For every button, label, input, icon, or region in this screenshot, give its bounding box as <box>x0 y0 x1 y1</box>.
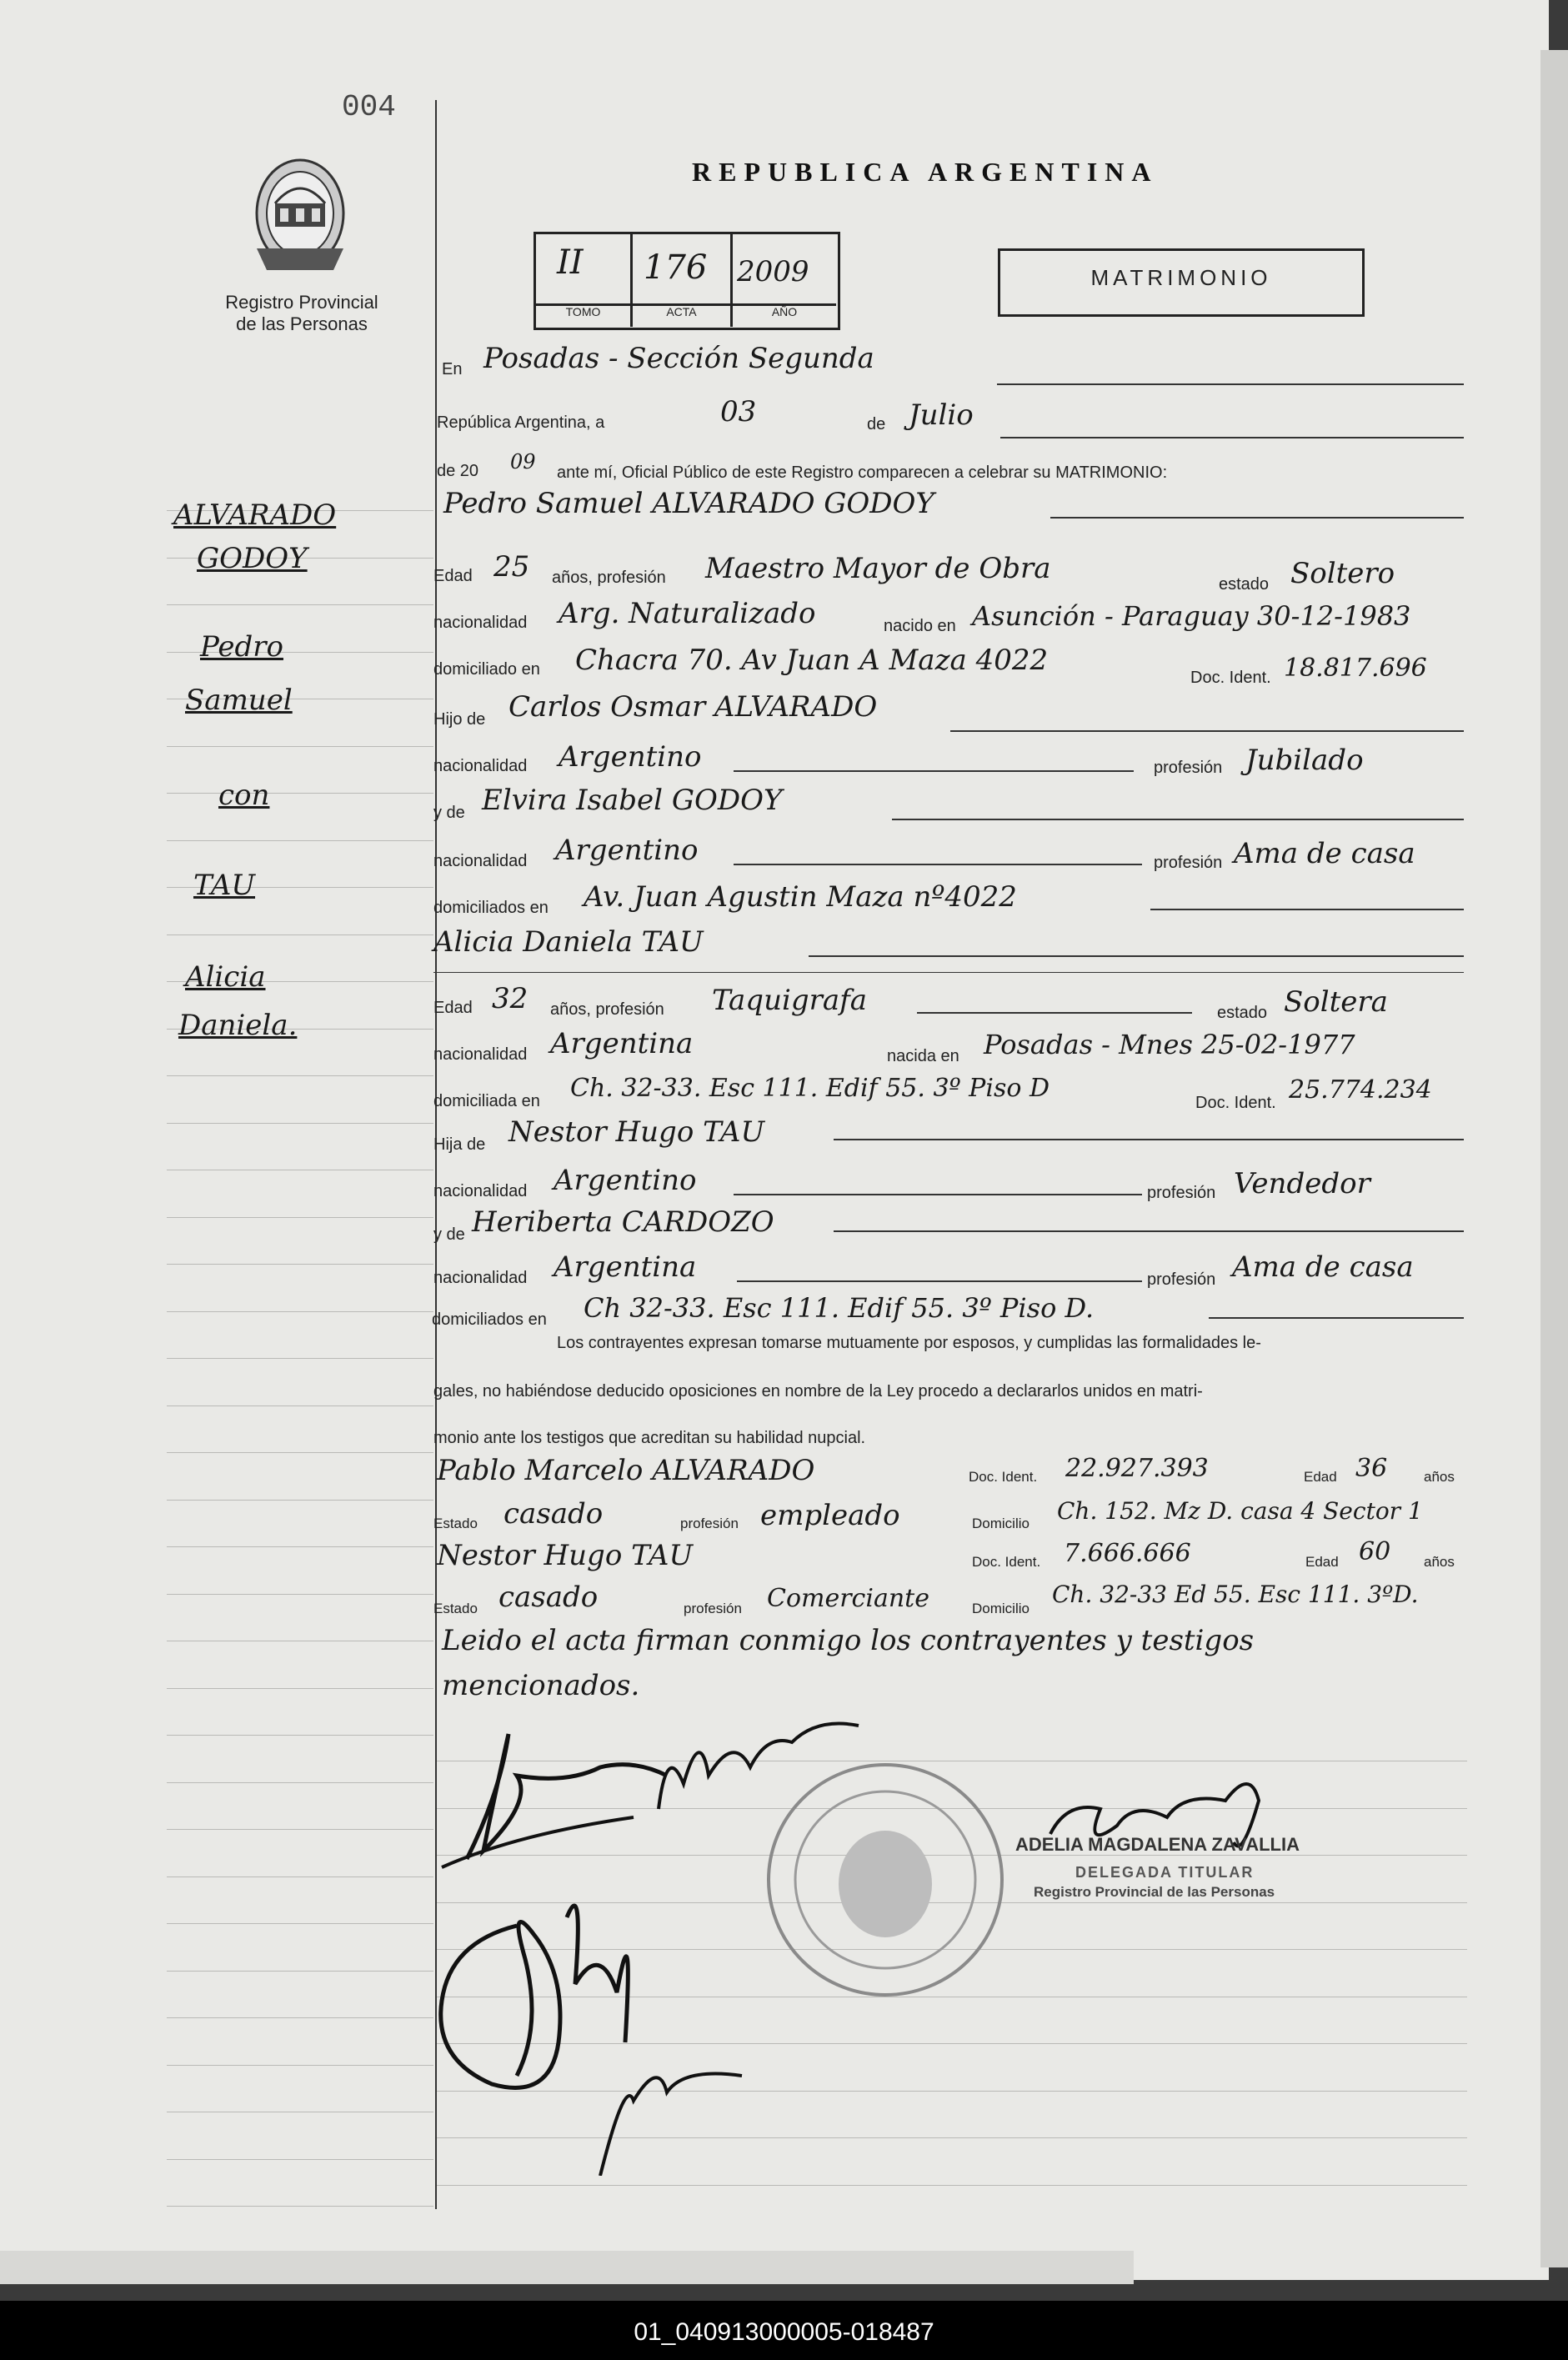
label-nacionalidad: nacionalidad <box>433 852 528 870</box>
province-seal-icon <box>242 148 358 286</box>
fill-line <box>892 819 1464 820</box>
groom-mother-nationality: Argentino <box>555 834 699 867</box>
fill-line <box>834 1230 1464 1232</box>
bride-name: Alicia Daniela TAU <box>433 925 704 959</box>
ruled-line <box>167 1735 433 1736</box>
witness1-doc: 22.927.393 <box>1065 1454 1209 1483</box>
label-domiciliada: domiciliada en <box>433 1092 540 1110</box>
fill-line <box>734 1194 1142 1195</box>
groom-birthplace: Asunción - Paraguay 30-12-1983 <box>972 600 1411 632</box>
ruled-line <box>167 934 433 935</box>
witness1-address: Ch. 152. Mz D. casa 4 Sector 1 <box>1057 1497 1423 1525</box>
day: 03 <box>720 395 757 428</box>
file-id: 01_040913000005-018487 <box>634 2318 934 2346</box>
groom-father: Carlos Osmar ALVARADO <box>508 690 878 724</box>
margin-name2: Samuel <box>185 684 293 717</box>
groom-doc: 18.817.696 <box>1284 654 1427 683</box>
bride-nationality: Argentina <box>550 1027 694 1060</box>
folio-number: 004 <box>342 90 396 124</box>
label-anos: años <box>1424 1554 1455 1570</box>
ruled-line <box>167 2017 433 2018</box>
ruled-line <box>167 1217 433 1218</box>
fill-line <box>734 770 1134 772</box>
bride-father: Nestor Hugo TAU <box>508 1115 765 1149</box>
place: Posadas - Sección Segunda <box>483 342 874 375</box>
groom-nationality: Arg. Naturalizado <box>559 597 816 630</box>
fill-line <box>917 1012 1192 1014</box>
witness2-address: Ch. 32-33 Ed 55. Esc 111. 3ºD. <box>1052 1581 1419 1608</box>
label-doc: Doc. Ident. <box>1195 1094 1276 1112</box>
label-estado: estado <box>1219 575 1270 594</box>
ruled-line <box>167 1829 433 1830</box>
ruled-line <box>167 2159 433 2160</box>
label-nacionalidad: nacionalidad <box>433 757 528 775</box>
groom-parents-address: Av. Juan Agustin Maza nº4022 <box>584 880 1017 914</box>
label-edad: Edad <box>433 567 473 585</box>
ruled-line <box>167 840 433 841</box>
label-hijo-de: Hijo de <box>433 710 486 729</box>
ruled-line <box>167 1923 433 1924</box>
registry-line1: Registro Provincial <box>225 292 378 313</box>
witness2-doc: 7.666.666 <box>1064 1539 1191 1568</box>
bride-father-profession: Vendedor <box>1234 1167 1370 1200</box>
groom-father-profession: Jubilado <box>1245 744 1364 777</box>
label-nacionalidad: nacionalidad <box>433 1269 528 1287</box>
body-text-line3: monio ante los testigos que acreditan su habilidad nupcial. <box>433 1429 866 1447</box>
margin-name4: Daniela. <box>178 1009 298 1042</box>
label-ante: ante mí, Oficial Público de este Registro comparecen a celebrar su MATRIMONIO: <box>557 463 1168 482</box>
ruled-line <box>167 2065 433 2066</box>
label-edad: Edad <box>433 999 473 1017</box>
label-nacionalidad: nacionalidad <box>433 1045 528 1064</box>
groom-profession: Maestro Mayor de Obra <box>705 552 1051 585</box>
witness1-status: casado <box>503 1497 604 1531</box>
label-doc: Doc. Ident. <box>972 1554 1041 1570</box>
ruled-line <box>167 1405 433 1406</box>
label-profesion: profesión <box>1147 1184 1216 1202</box>
label-profesion: profesión <box>1154 854 1223 872</box>
bride-parents-address: Ch 32-33. Esc 111. Edif 55. 3º Piso D. <box>584 1292 1095 1324</box>
ruled-line <box>167 1782 433 1783</box>
label-profesion: profesión <box>1147 1270 1216 1289</box>
witness2-profession: Comerciante <box>767 1584 929 1613</box>
label-domicilio: Domicilio <box>972 1516 1029 1531</box>
ruled-line <box>167 793 433 794</box>
ruled-line <box>167 1123 433 1124</box>
groom-address: Chacra 70. Av Juan A Maza 4022 <box>575 644 1049 677</box>
ruled-line <box>167 1500 433 1501</box>
margin-surname1: ALVARADO <box>173 499 337 532</box>
label-nacido-en: nacido en <box>884 617 956 635</box>
groom-father-nationality: Argentino <box>559 740 702 774</box>
official-name: ADELIA MAGDALENA ZAVALLIA <box>1015 1834 1300 1855</box>
ruled-line <box>167 746 433 747</box>
label-estado: Estado <box>433 1601 478 1616</box>
label-estado: estado <box>1217 1004 1268 1022</box>
label-en: En <box>442 360 463 378</box>
tomo-value: II <box>557 243 584 282</box>
margin-con: con <box>218 779 270 812</box>
anio-value: 2009 <box>737 255 809 288</box>
ruled-line <box>167 1546 433 1547</box>
label-anos-prof: años, profesión <box>552 569 666 587</box>
label-anos-prof: años, profesión <box>550 1000 664 1019</box>
ruled-line <box>167 1594 433 1595</box>
fill-line <box>809 955 1464 957</box>
ruled-line <box>167 1876 433 1877</box>
anio-label: AÑO <box>771 305 798 318</box>
ruled-line <box>167 1075 433 1076</box>
closing-line2: mencionados. <box>442 1669 640 1702</box>
fill-line <box>834 1139 1464 1140</box>
body-text-line1: Los contrayentes expresan tomarse mutuamente por esposos, y cumplidas las formalidades le- <box>557 1334 1261 1352</box>
label-nacida-en: nacida en <box>887 1047 959 1065</box>
page-edge <box>1540 50 1568 2267</box>
bride-mother-nationality: Argentina <box>554 1250 697 1284</box>
official-org: Registro Provincial de las Personas <box>1034 1884 1275 1900</box>
witness1-name: Pablo Marcelo ALVARADO <box>437 1454 815 1487</box>
margin-surname3: TAU <box>193 869 256 902</box>
ruled-line <box>167 1452 433 1453</box>
label-republica: República Argentina, a <box>437 413 605 432</box>
year-suffix: 09 <box>510 450 536 474</box>
label-edad: Edad <box>1305 1554 1339 1570</box>
ruled-line <box>167 604 433 605</box>
bride-doc: 25.774.234 <box>1289 1075 1432 1105</box>
label-domiciliados: domiciliados en <box>432 1310 547 1329</box>
label-y-de: y de <box>433 804 465 822</box>
ruled-line <box>167 1264 433 1265</box>
label-doc: Doc. Ident. <box>1190 669 1271 687</box>
groom-mother-profession: Ama de casa <box>1234 837 1415 870</box>
witness2-age: 60 <box>1359 1537 1391 1566</box>
label-y-de: y de <box>433 1225 465 1244</box>
fill-line <box>1209 1317 1464 1319</box>
fill-line <box>1150 909 1464 910</box>
label-profesion: profesión <box>684 1601 742 1616</box>
fill-line <box>1000 437 1464 438</box>
official-role: DELEGADA TITULAR <box>1075 1864 1255 1881</box>
groom-age: 25 <box>493 550 530 584</box>
tomo-label: TOMO <box>565 305 601 318</box>
bride-status: Soltera <box>1284 985 1388 1019</box>
section-line <box>433 972 1464 973</box>
ruled-line <box>167 2206 433 2207</box>
label-profesion: profesión <box>680 1516 739 1531</box>
label-anos: años <box>1424 1469 1455 1485</box>
ruled-line <box>167 1971 433 1972</box>
acta-value: 176 <box>644 248 708 287</box>
groom-name: Pedro Samuel ALVARADO GODOY <box>443 487 934 520</box>
margin-surname2: GODOY <box>197 542 308 575</box>
witness1-profession: empleado <box>760 1499 900 1532</box>
bride-father-nationality: Argentino <box>554 1164 697 1197</box>
margin-name1: Pedro <box>200 630 283 664</box>
label-doc: Doc. Ident. <box>969 1469 1038 1485</box>
fill-line <box>737 1280 1142 1282</box>
ruled-line <box>437 2185 1467 2186</box>
label-domiciliados: domiciliados en <box>433 899 549 917</box>
ruled-line <box>167 1688 433 1689</box>
ruled-line <box>167 1311 433 1312</box>
label-profesion: profesión <box>1154 759 1223 777</box>
label-nacionalidad: nacionalidad <box>433 614 528 632</box>
bride-address: Ch. 32-33. Esc 111. Edif 55. 3º Piso D <box>570 1074 1050 1103</box>
document-title: REPUBLICA ARGENTINA <box>692 157 1159 187</box>
label-domicilio: Domicilio <box>972 1601 1029 1616</box>
bride-mother: Heriberta CARDOZO <box>472 1205 774 1239</box>
registry-line2: de las Personas <box>236 313 368 334</box>
fill-line <box>997 383 1464 385</box>
label-domiciliado: domiciliado en <box>433 660 540 679</box>
groom-mother: Elvira Isabel GODOY <box>482 784 783 817</box>
label-hija-de: Hija de <box>433 1135 486 1154</box>
bride-profession: Taquigrafa <box>712 984 867 1017</box>
fill-line <box>950 730 1464 732</box>
bride-age: 32 <box>492 982 529 1015</box>
closing-line1: Leido el acta firman conmigo los contrayentes y testigos <box>442 1624 1255 1657</box>
document-type: MATRIMONIO <box>1090 265 1272 290</box>
bride-mother-profession: Ama de casa <box>1232 1250 1414 1284</box>
round-seal-icon <box>760 1759 1010 2005</box>
label-estado: Estado <box>433 1516 478 1531</box>
bride-birthplace: Posadas - Mnes 25-02-1977 <box>984 1029 1355 1060</box>
label-edad: Edad <box>1304 1469 1337 1485</box>
groom-status: Soltero <box>1290 557 1395 590</box>
month: Julio <box>909 398 974 432</box>
label-de-year: de 20 <box>437 462 479 480</box>
margin-name3: Alicia <box>185 960 266 994</box>
fill-line <box>734 864 1142 865</box>
ruled-line <box>167 1358 433 1359</box>
witness2-status: casado <box>498 1581 599 1614</box>
label-nacionalidad: nacionalidad <box>433 1182 528 1200</box>
body-text-line2: gales, no habiéndose deducido oposiciones en nombre de la Ley procedo a declararlos unidos en matri- <box>433 1382 1203 1400</box>
fill-line <box>1050 517 1464 519</box>
witness1-age: 36 <box>1355 1454 1388 1483</box>
page-edge-bottom <box>0 2251 1134 2284</box>
witness2-name: Nestor Hugo TAU <box>437 1539 694 1572</box>
acta-label: ACTA <box>666 305 697 318</box>
label-de: de <box>867 415 886 433</box>
